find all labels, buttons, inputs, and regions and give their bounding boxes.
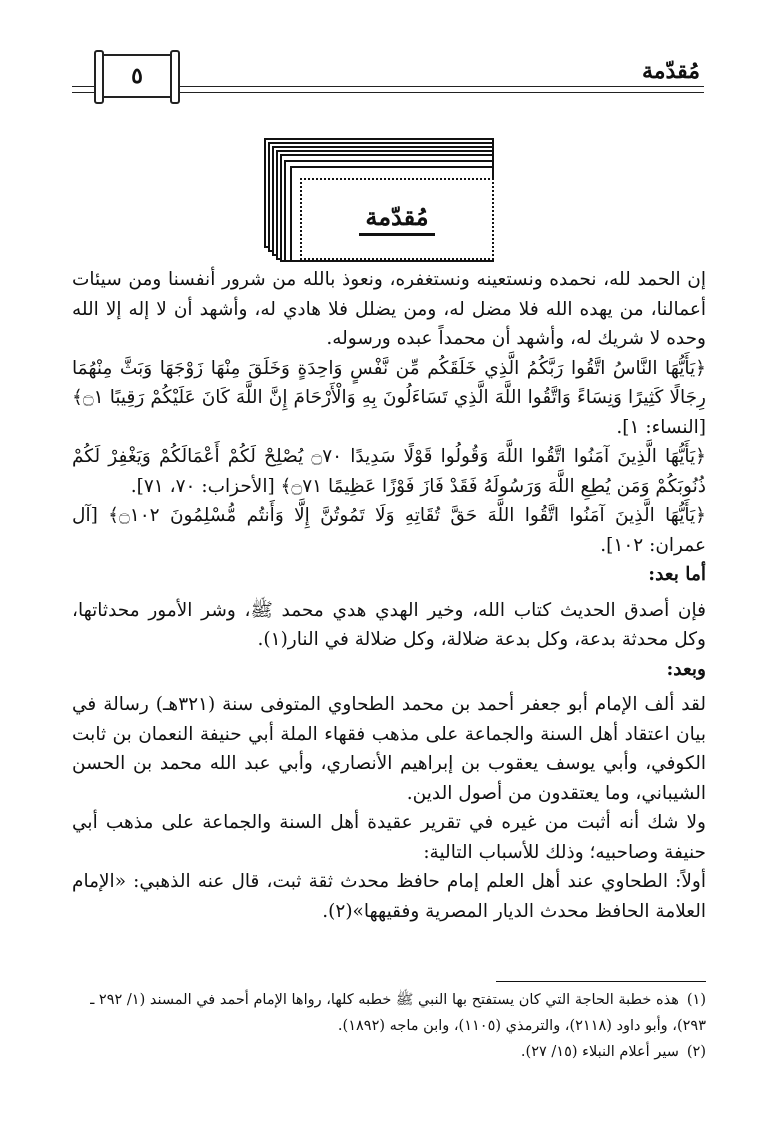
footnotes (72, 987, 706, 1065)
quran-verse: ﴿يَأَيُّهَا النَّاسُ اتَّقُوا رَبَّكُمُ الَّذِي خَلَقَكُم مِّن نَّفْسٍ وَاحِدَةٍ وَخَلَقَ مِنْهَا زَوْجَهَا وَبَثَّ مِنْهُمَا رِجَالًا كَثِيرًا وَنِسَاءً وَاتَّقُوا اللَّهَ الَّذِي تَسَاءَلُونَ بِهِ وَالْأَرْحَامَ إِنَّ اللَّهَ كَانَ عَلَيْكُمْ رَقِيبًا ۝١﴾ [النساء: ١]. (72, 357, 706, 438)
paragraph: فإن أصدق الحديث كتاب الله، وخير الهدي هدي محمد ﷺ، وشر الأمور محدثاتها، وكل محدثة بدعة، وكل بدعة ضلالة، وكل ضلالة في النار(١). (72, 599, 706, 650)
footnote-rule (496, 981, 706, 982)
quran-verse: ﴿يَأَيُّهَا الَّذِينَ آمَنُوا اتَّقُوا اللَّهَ وَقُولُوا قَوْلًا سَدِيدًا ۝٧٠ يُصْلِحْ لَكُمْ أَعْمَالَكُمْ وَيَغْفِرْ لَكُمْ ذُنُوبَكُمْ وَمَن يُطِعِ اللَّهَ وَرَسُولَهُ فَقَدْ فَازَ فَوْزًا عَظِيمًا ۝٧١﴾ [الأحزاب: ٧٠، ٧١]. (72, 446, 706, 497)
title-box-label: مُقدّمة (359, 202, 434, 236)
page-number: ٥ (131, 63, 143, 89)
footnote-number: (١) (686, 992, 706, 1008)
title-box (300, 178, 494, 260)
main-text (72, 265, 706, 926)
title-box-stack (262, 128, 502, 258)
footnote-text: هذه خطبة الحاجة التي كان يستفتح بها النبي ﷺ خطبه كلها، رواها الإمام أحمد في المسند (١/ ٢٩٢ ـ ٢٩٣)، وأبو داود (٢١١٨)، والترمذي (١١٠٥)، وابن ماجه (١٨٩٢). (90, 992, 706, 1034)
header-title: مُقدّمة (641, 58, 700, 84)
paragraph: ولا شك أنه أثبت من غيره في تقرير عقيدة أهل السنة والجماعة على مذهب أبي حنيفة وصاحبيه؛ وذلك للأسباب التالية: (72, 812, 706, 863)
section-heading: أما بعد: (648, 564, 706, 585)
page-header (72, 52, 704, 100)
footnote (72, 1039, 706, 1065)
quran-verse: ﴿يَأَيُّهَا الَّذِينَ آمَنُوا اتَّقُوا اللَّهَ حَقَّ تُقَاتِهِ وَلَا تَمُوتُنَّ إِلَّا وَأَنتُم مُّسْلِمُونَ ۝١٠٢﴾ [آل عمران: ١٠٢]. (72, 505, 706, 556)
paragraph: أولاً: الطحاوي عند أهل العلم إمام حافظ محدث ثقة ثبت، قال عنه الذهبي: «الإمام العلامة الحافظ محدث الديار المصرية وفقيهها»(٢). (72, 871, 706, 922)
paragraph: لقد ألف الإمام أبو جعفر أحمد بن محمد الطحاوي المتوفى سنة (٣٢١هـ) رسالة في بيان اعتقاد أهل السنة والجماعة على مذهب فقهاء الملة أبي حنيفة النعمان بن ثابت الكوفي، وأبي يوسف يعقوب بن إبراهيم الأنصاري، وأبي عبد الله محمد بن الحسن الشيباني، وما يعتقدون من أصول الدين. (72, 694, 707, 804)
page-number-badge (102, 54, 172, 98)
paragraph: إن الحمد لله، نحمده ونستعينه ونستغفره، ونعوذ بالله من شرور أنفسنا ومن سيئات أعمالنا، من يهده الله فلا مضل له، ومن يضلل فلا هادي له، وأشهد أن لا إله إلا الله وحده لا شريك له، وأشهد أن محمداً عبده ورسوله. (72, 269, 706, 349)
section-heading: وبعد: (666, 658, 706, 680)
footnote-text: سير أعلام النبلاء (١٥/ ٢٧). (520, 1044, 679, 1060)
footnote (72, 987, 706, 1039)
footnote-number: (٢) (686, 1044, 706, 1060)
